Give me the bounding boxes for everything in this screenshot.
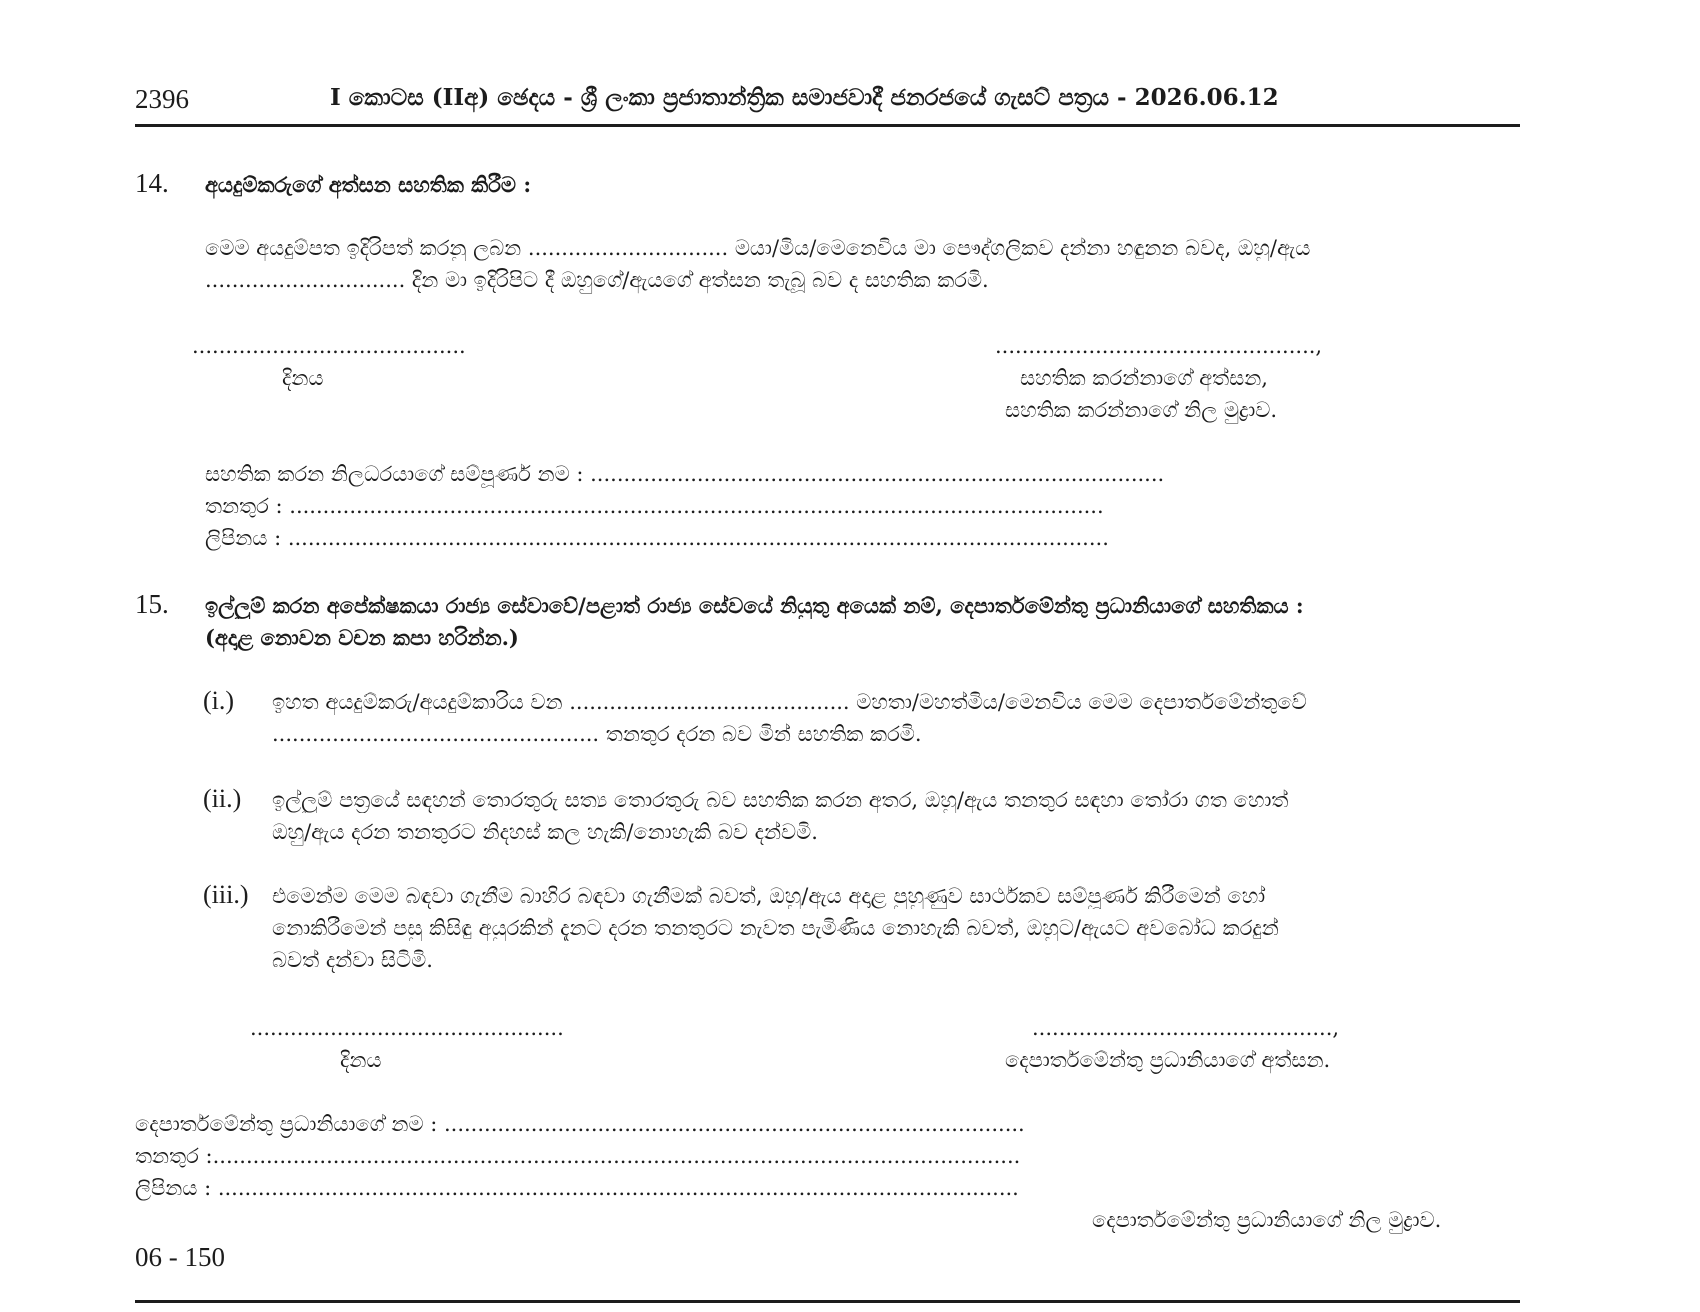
section-15-signature-label: දෙපාර්තමේන්තු ප්‍රධානියාගේ අත්සන. bbox=[1005, 1048, 1331, 1072]
section-15-number: 15. bbox=[135, 589, 169, 619]
section-14-post-line: තනතුර : .......................................................................................................................... bbox=[205, 494, 1104, 518]
section-15-seal-label: දෙපාර්තමේන්තු ප්‍රධානියාගේ නිල මුද්‍රාව. bbox=[1092, 1208, 1442, 1232]
item-i-line-2: ................................................. තනතුර දරන බව මින් සහතික කරමි. bbox=[272, 722, 922, 746]
section-14-date-label: දිනය bbox=[282, 366, 324, 390]
item-iii-line-1: එමෙන්ම මෙම බඳවා ගැනීම බාහිර බඳවා ගැනීමක් බවත්, ඔහු/ඇය අදාළ පුහුණුව සාර්ථකව සම්පූර්ණ කිරීමෙන් හෝ bbox=[272, 884, 1266, 908]
item-iii-line-3: බවත් දන්වා සිටිමි. bbox=[272, 948, 433, 972]
section-15-heading-line-1: ඉල්ලුම් කරන අපේක්ෂකයා රාජ්‍ය සේවාවේ/පළාත් රාජ්‍ය සේවයේ නියුතු අයෙක් නම්, දෙපාර්තමේන්තු ප්‍රධානියාගේ සහතිකය : bbox=[205, 593, 1304, 618]
section-14-officer-name-line: සහතික කරන නිලධරයාගේ සම්පූර්ණ නම : ...................................................................................... bbox=[205, 462, 1165, 486]
section-14-signature-label: සහතික කරන්නාගේ අත්සන, bbox=[1020, 366, 1268, 390]
section-15-address-line: ලිපිනය : ........................................................................................................................ bbox=[135, 1176, 1019, 1200]
section-15-head-name-line: දෙපාර්තමේන්තු ප්‍රධානියාගේ නම : ....................................................................................... bbox=[135, 1112, 1025, 1136]
item-iii-line-2: නොකිරීමෙන් පසු කිසිඳු අයුරකින් දැනට දරන තනතුරට නැවත පැමිණිය නොහැකි බවත්, ඔහුට/ඇයට අවබෝධ කරදුන් bbox=[272, 916, 1279, 940]
item-ii-number: (ii.) bbox=[203, 784, 242, 813]
item-i-number: (i.) bbox=[203, 686, 235, 715]
header-rule bbox=[135, 124, 1520, 127]
section-14-heading: අයදුම්කරුගේ අත්සන සහතික කිරීම : bbox=[205, 172, 532, 197]
document-code: 06 - 150 bbox=[135, 1242, 225, 1272]
section-15-heading-line-2: (අදාළ නොවන වචන කපා හරින්න.) bbox=[205, 625, 519, 650]
item-iii-number: (iii.) bbox=[203, 880, 249, 909]
footer-rule bbox=[135, 1300, 1520, 1303]
section-14-number: 14. bbox=[135, 168, 169, 198]
page-number: 2396 bbox=[135, 84, 189, 114]
section-14-address-line: ලිපිනය : ........................................................................................................................... bbox=[205, 526, 1109, 550]
section-14-date-dots: ......................................... bbox=[192, 334, 466, 358]
section-14-signature-dots: ................................................, bbox=[995, 334, 1323, 358]
item-ii-line-1: ඉල්ලුම් පත්‍රයේ සඳහන් තොරතුරු සත්‍ය තොරතුරු බව සහතික කරන අතර, ඔහු/ඇය තනතුර සඳහා තෝරා ගත හොත් bbox=[272, 788, 1289, 812]
section-14-paragraph-line-1: මෙම අයදුම්පත ඉදිරිපත් කරනු ලබන .............................. මයා/මිය/මෙනෙවිය මා පෞද්ගලිකව දන්නා හඳුනන බවද, ඔහු/ඇය bbox=[205, 236, 1311, 260]
section-15-date-label: දිනය bbox=[340, 1048, 382, 1072]
gazette-title: I කොටස (IIඅ) ඡෙදය - ශ්‍රී ලංකා ප්‍රජාතාන්ත්‍රික සමාජවාදී ජනරජයේ ගැසට් පත්‍රය - 2026.06.12 bbox=[330, 84, 1279, 111]
section-15-signature-dots: ............................................., bbox=[1032, 1016, 1340, 1040]
section-14-seal-label: සහතික කරන්නාගේ නිල මුද්‍රාව. bbox=[1005, 398, 1278, 422]
section-15-post-line: තනතුර :......................................................................................................................... bbox=[135, 1144, 1021, 1168]
section-15-date-dots: ............................................... bbox=[250, 1016, 564, 1040]
section-14-paragraph-line-2: .............................. දින මා ඉදිරිපිට දී ඔහුගේ/ඇයගේ අත්සන තැබූ බව ද සහතික කරමි. bbox=[205, 268, 989, 292]
item-ii-line-2: ඔහු/ඇය දරන තනතුරට නිදහස් කල හැකි/නොහැකි බව දන්වමි. bbox=[272, 820, 818, 844]
item-i-line-1: ඉහත අයදුම්කරු/අයදුම්කාරිය වන .......................................... මහතා/මහත්මිය/මෙනවිය මෙම දෙපාර්තමේන්තුවේ bbox=[272, 690, 1307, 714]
